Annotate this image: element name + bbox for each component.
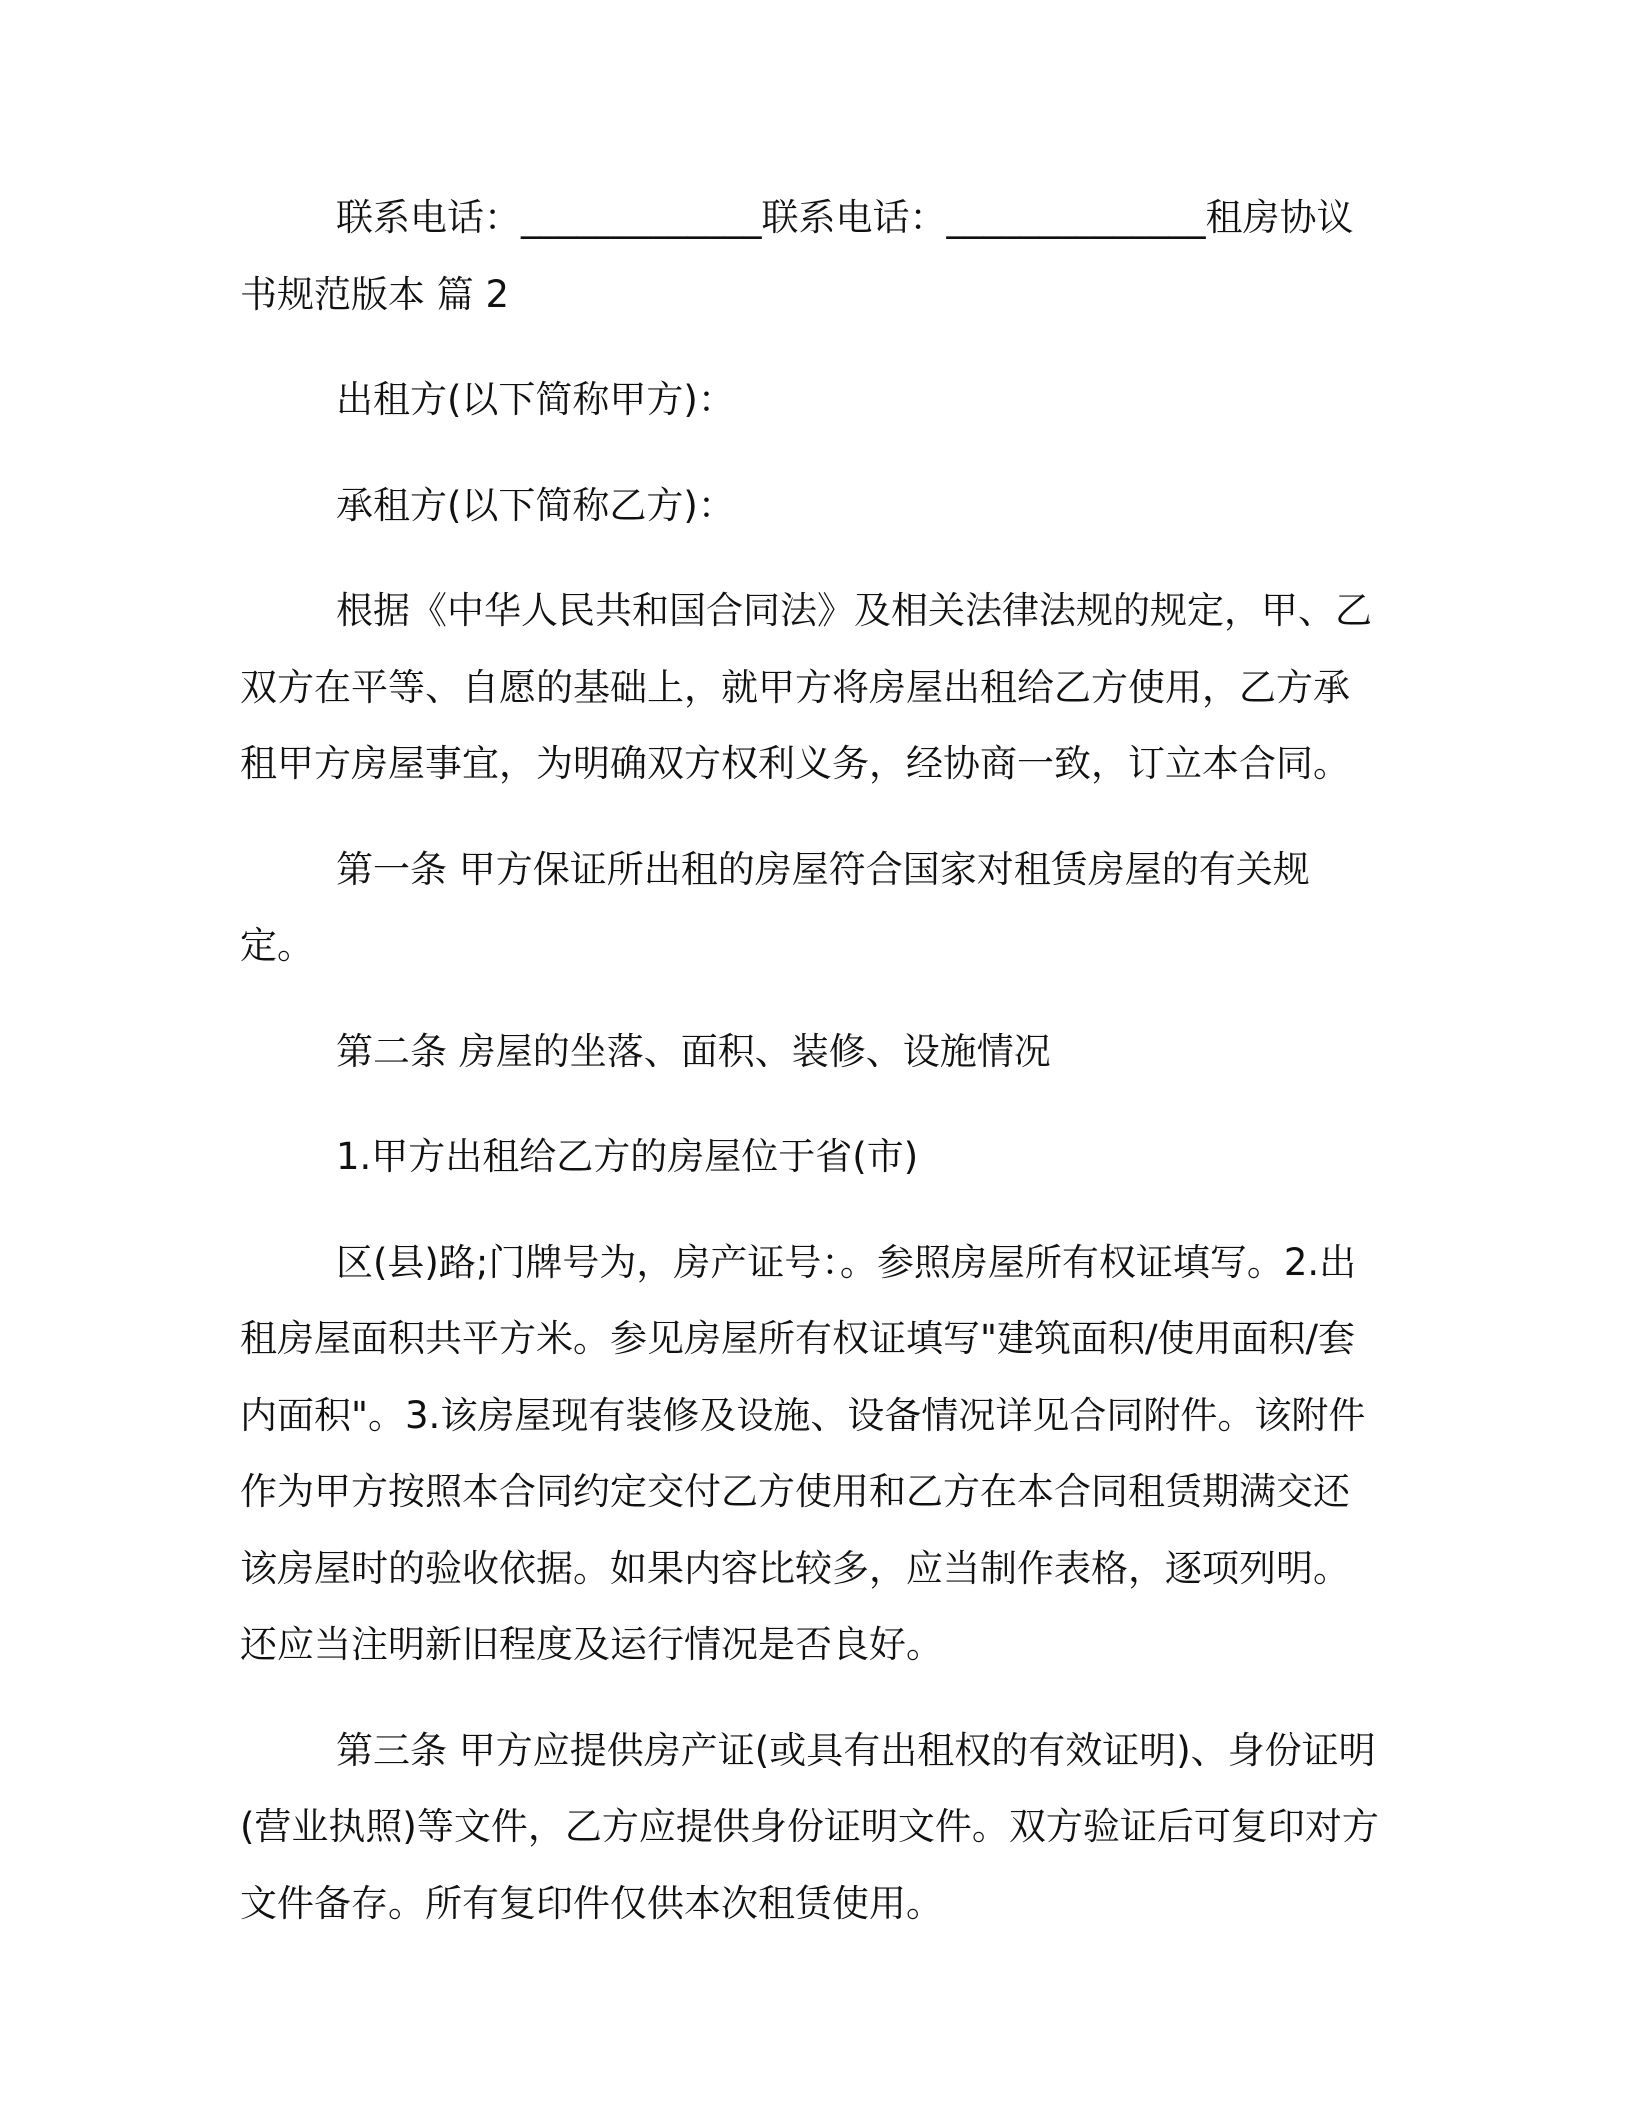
article-1: 第一条 甲方保证所出租的房屋符合国家对租赁房屋的有关规定。 <box>240 847 1310 967</box>
preamble-paragraph: 根据《中华人民共和国合同法》及相关法律法规的规定，甲、乙双方在平等、自愿的基础上，就甲方将房屋出租给乙方使用，乙方承租甲方房屋事宜，为明确双方权利义务，经协商一致，订立本合同。 <box>240 589 1372 785</box>
contact-phone-line: 联系电话：_____________联系电话：______________租房协议书规范版本 篇 2 <box>240 196 1354 316</box>
article-2-details: 区(县)路;门牌号为，房产证号：。参照房屋所有权证填写。2.出租房屋面积共平方米。参见房屋所有权证填写"建筑面积/使用面积/套内面积"。3.该房屋现有装修及设施、设备情况详见合同附件。该附件作为甲方按照本合同约定交付乙方使用和乙方在本合同租赁期满交还该房屋时的验收依据。如果内容比较多，应当制作表格，逐项列明。还应当注明新旧程度及运行情况是否良好。 <box>240 1240 1366 1666</box>
document-page <box>240 180 1380 1942</box>
lessee-line: 承租方(以下简称乙方)： <box>336 483 735 527</box>
article-3: 第三条 甲方应提供房产证(或具有出租权的有效证明)、身份证明(营业执照)等文件，乙方应提供身份证明文件。双方验证后可复印对方文件备存。所有复印件仅供本次租赁使用。 <box>240 1728 1379 1925</box>
article-2-item-1: 1.甲方出租给乙方的房屋位于省(市) <box>336 1135 919 1178</box>
article-2-heading: 第二条 房屋的坐落、面积、装修、设施情况 <box>336 1029 1051 1073</box>
lessor-line: 出租方(以下简称甲方)： <box>336 378 735 421</box>
